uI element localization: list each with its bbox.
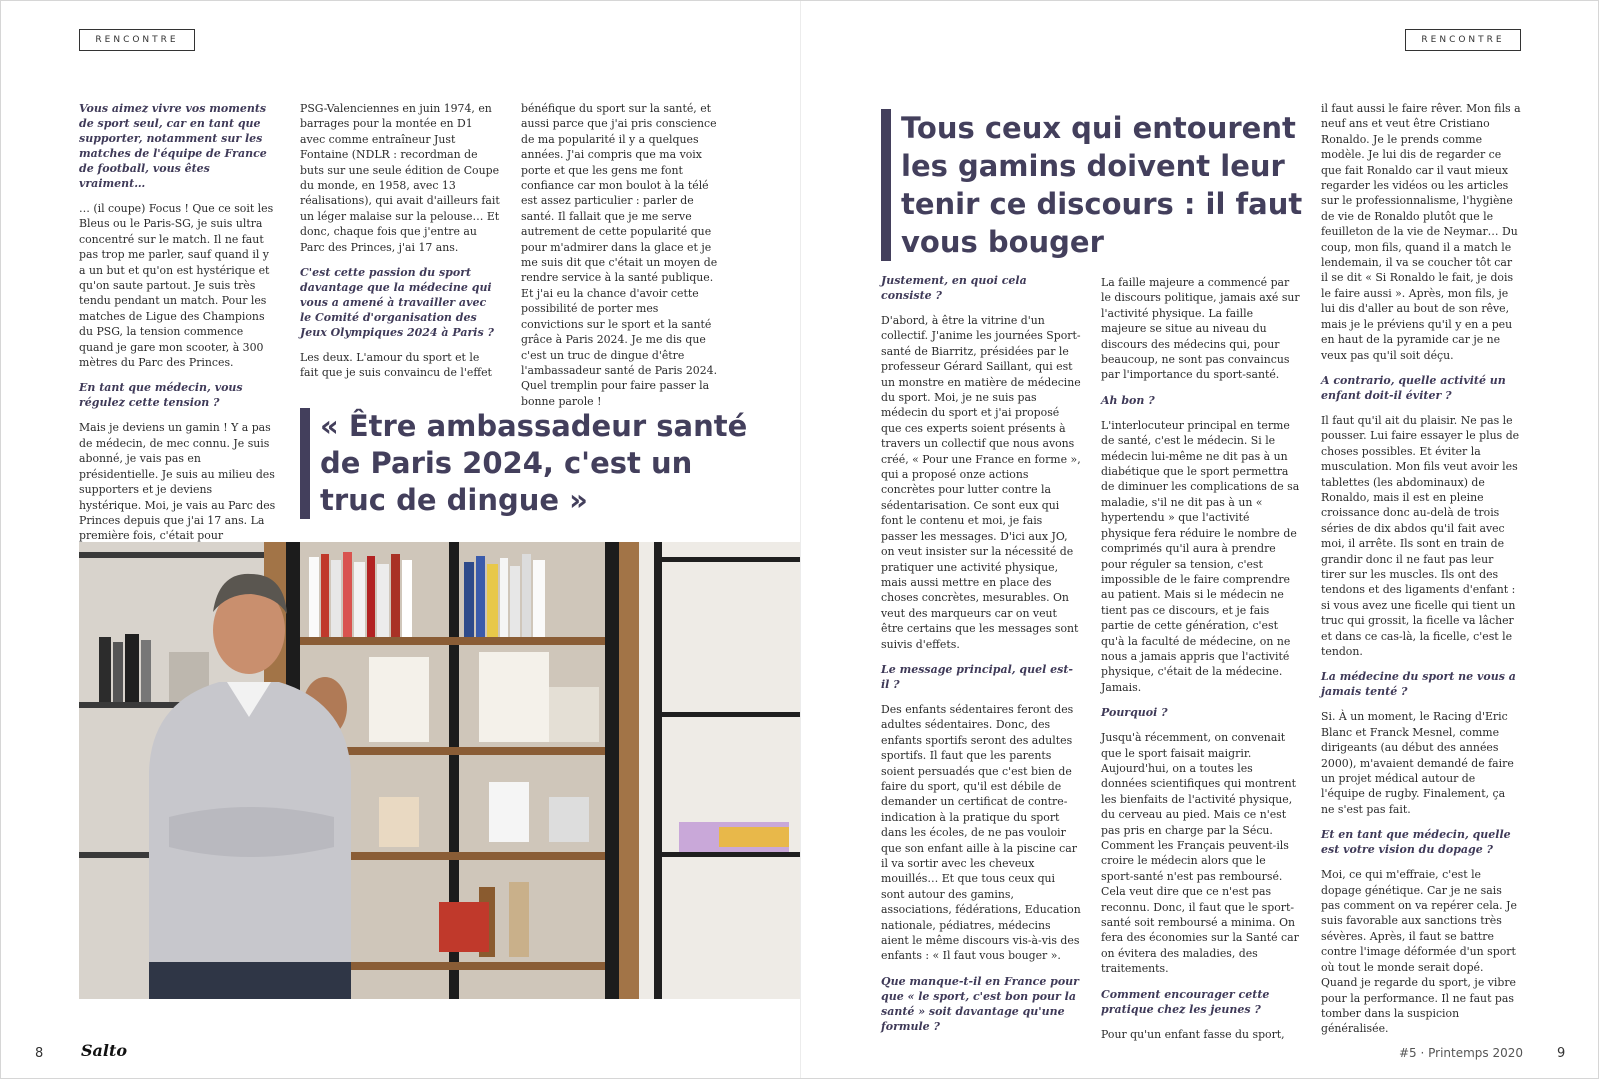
question: Le message principal, quel est-il ? [881, 662, 1073, 691]
question: Que manque-t-il en France pour que « le sport, c'est bon pour la santé » soit davantage qu'une formule ? [881, 974, 1079, 1033]
issue-info: #5 · Printemps 2020 [1399, 1046, 1524, 1060]
answer: Pour qu'un enfant fasse du sport, [1101, 1027, 1285, 1041]
right-column-1 [881, 273, 1081, 1044]
section-tag-left: RENCONTRE [79, 29, 195, 51]
portrait-illustration [79, 542, 800, 999]
answer: PSG-Valenciennes en juin 1974, en barrages pour la montée en D1 avec comme entraîneur Just Fontaine (NDLR : recordman de buts sur une seule édition de Coupe du monde, en 1958, avec 13 réalisations), qui avait d'ailleurs fait un léger malaise sur la pelouse… Et donc, chaque fois que j'entre au Parc des Princes, j'ai 17 ans. [300, 102, 500, 254]
question: Et en tant que médecin, quelle est votre vision du dopage ? [1321, 828, 1511, 857]
question: Ah bon ? [1101, 393, 1155, 407]
answer: Si. À un moment, le Racing d'Eric Blanc et Franck Mesnel, comme dirigeants (au début des années 2000), m'avaient demandé de faire un projet médical autour de l'équipe de rugby. Finalement, ça ne s'est pas fait. [1321, 710, 1514, 816]
answer: bénéfique du sport sur la santé, et aussi parce que j'ai pris conscience de ma popularité il y a quelques années. J'ai compris que ma voix porte et que les gens me font confiance car mon boulot à la télé est assez particulier : parler de santé. Il fallait que je me serve autrement de cette popularité que pour m'admirer dans la glace et je me suis dit que c'était un moyen de rendre service à la santé publique. Et j'ai eu la chance d'avoir cette possibilité de porter mes convictions sur le sport et la santé grâce à Paris 2024. Je me dis que c'est un truc de dingue d'être l'ambassadeur santé de Paris 2024. Quel tremplin pour faire passer la bonne parole ! [521, 102, 718, 408]
question: En tant que médecin, vous régulez cette tension ? [79, 381, 243, 410]
section-tag-right: RENCONTRE [1405, 29, 1521, 51]
page-number-left: 8 [35, 1046, 44, 1061]
answer: D'abord, à être la vitrine d'un collectif. J'anime les journées Sport-santé de Biarritz, présidées par le professeur Gérard Saillant, qui est un monstre en matière de médecine du sport. Moi, je ne suis pas médecin du sport et j'ai proposé que ces experts soient présents à travers un collectif que nous avons créé, « Pour une France en forme », qui a proposé onze actions concrètes pour lutter contre la sédentarisation. Ce sont eux qui font le contenu et moi, je fais passer les messages. D'ici aux JO, on veut insister sur la nécessité de pratiquer une activité physique, mais aussi mettre en place des choses concrètes, mesurables. On veut des marqueurs car on veut être certains que les messages sont suivis d'effets. [881, 314, 1081, 651]
answer: Des enfants sédentaires feront des adultes sédentaires. Donc, des enfants sportifs seront des adultes sportifs. Il faut que les parents soient persuadés que c'est bien de faire du sport, qu'il est débile de demander un certificat de contre-indication à la pratique du sport dans les écoles, de ne pas vouloir que son enfant aille à la piscine car il va sortir avec les cheveux mouillés… Et que tous ceux qui sont autour des gamins, associations, fédérations, Education nationale, pédiatres, médecins aient le même discours vis-à-vis des enfants : « Il faut vous bouger ». [881, 702, 1081, 963]
left-column-1 [79, 101, 276, 554]
answer: Mais je deviens un gamin ! Y a pas de médecin, de mec connu. Je suis abonné, je vais pas en présidentielle. Je suis au milieu des supporters et je deviens hystérique. Moi, je vais au Parc des Princes depuis que j'ai 17 ans. La première fois, c'était pour [79, 421, 276, 543]
pull-quote-left: « Être ambassadeur santé de Paris 2024, c'est un truc de dingue » [300, 408, 760, 519]
page-spine [800, 1, 801, 1078]
answer: Moi, ce qui m'effraie, c'est le dopage génétique. Car je ne sais pas comment on va repérer cela. Je suis favorable aux sanctions très sévères. Après, il faut se battre contre l'image déformée d'un sport où tout le monde serait dopé. Quand je regarde du sport, je vibre pour la performance. Il ne faut pas tomber dans la suspicion généralisée. [1321, 868, 1517, 1036]
question: Justement, en quoi cela consiste ? [881, 274, 1027, 302]
question: Comment encourager cette pratique chez les jeunes ? [1101, 987, 1270, 1016]
answer: il faut aussi le faire rêver. Mon fils a neuf ans et veut être Cristiano Ronaldo. Je le prends comme modèle. Je lui dis de regarder ce que fait Ronaldo car il vaut mieux regarder les vidéos ou les articles sur le professionnalisme, l'hygiène de vie de Ronaldo plutôt que le feuilleton de la vie de Neymar… Du coup, mon fils, quand il a match le lendemain, il va se coucher tôt car il se dit « Si Ronaldo le fait, je dois le faire aussi ». Après, mon fils, je lui dis d'aller au bout de son rêve, mais je le préviens qu'il y en a peu en haut de la pyramide car je ne veux pas qu'il soit déçu. [1321, 102, 1521, 362]
question: A contrario, quelle activité un enfant doit-il éviter ? [1321, 373, 1506, 402]
question: C'est cette passion du sport davantage que la médecine qui vous a amené à travailler avec le Comité d'organisation des Jeux Olympiques 2024 à Paris ? [300, 266, 494, 340]
right-column-2 [1101, 275, 1301, 1052]
page-number-right: 9 [1557, 1046, 1566, 1061]
answer: Les deux. L'amour du sport et le fait que je suis convaincu de l'effet [300, 351, 492, 380]
pull-quote-right: Tous ceux qui entourent les gamins doivent leur tenir ce discours : il faut vous bouger [881, 109, 1341, 261]
question: Pourquoi ? [1101, 706, 1168, 720]
answer: Jusqu'à récemment, on convenait que le sport faisait maigrir. Aujourd'hui, on a toutes les données scientifiques qui montrent les bienfaits de l'activité physique, du cerveau au pied. Mais ce n'est pas pris en charge par la Sécu. Comment les Français peuvent-ils croire le médecin alors que le sport-santé n'est pas remboursé. Cela veut dire que ce n'est pas reconnu. Donc, il faut que le sport-santé soit remboursé a minima. On fera des économies sur la Santé car on évitera des maladies, des traitements. [1101, 731, 1299, 976]
left-column-3 [521, 101, 721, 419]
left-column-2 [300, 101, 500, 391]
answer: L'interlocuteur principal en terme de santé, c'est le médecin. Si le médecin lui-même ne dit pas à un diabétique que le sport permettra de diminuer les complications de sa maladie, s'il ne dit pas à un « hypertendu » que l'activité physique fera réduire le nombre de comprimés qu'il aura à prendre pour réguler sa tension, c'est impossible de le faire comprendre au patient. Mais si le médecin ne tient pas ce discours, et je fais partie de cette génération, c'est qu'à la faculté de médecine, on ne nous a jamais appris que l'activité physique, c'était de la médecine. Jamais. [1101, 418, 1300, 694]
magazine-logo: Salto [81, 1041, 128, 1060]
question: La médecine du sport ne vous a jamais tenté ? [1321, 670, 1516, 699]
right-column-3 [1321, 101, 1521, 1047]
answer: La faille majeure a commencé par le discours politique, jamais axé sur l'activité physique. La faille majeure se situe au niveau du discours des médecins qui, pour beaucoup, ne sont pas convaincus par l'importance du sport-santé. [1101, 276, 1300, 382]
question: Vous aimez vivre vos moments de sport seul, car en tant que supporter, notamment sur les matches de l'équipe de France de football, vous êtes vraiment… [79, 102, 267, 190]
portrait-photo [79, 542, 800, 999]
answer: … (il coupe) Focus ! Que ce soit les Bleus ou le Paris-SG, je suis ultra concentré sur le match. Il ne faut pas trop me parler, sauf quand il y a un but et qu'on est hystérique et qu'on saute partout. Je suis très tendu pendant un match. Pour les matches de Ligue des Champions du PSG, la tension commence quand je gare mon scooter, à 300 mètres du Parc des Princes. [79, 202, 274, 370]
answer: Il faut qu'il ait du plaisir. Ne pas le pousser. Lui faire essayer le plus de choses possibles. Et éviter la musculation. Mon fils veut avoir les tablettes (les abdominaux) de Ronaldo, mais il est en pleine croissance donc au-delà de trois séries de dix abdos qu'il fait avec moi, il arrête. Ils sont en train de grandir donc il ne faut pas leur tirer sur les muscles. Ils ont des tendons et des ligaments d'enfant : si vous avez une ficelle qui tient un truc qui grossit, la ficelle va lâcher et dans ce cas-là, la ficelle, c'est le tendon. [1321, 413, 1520, 658]
